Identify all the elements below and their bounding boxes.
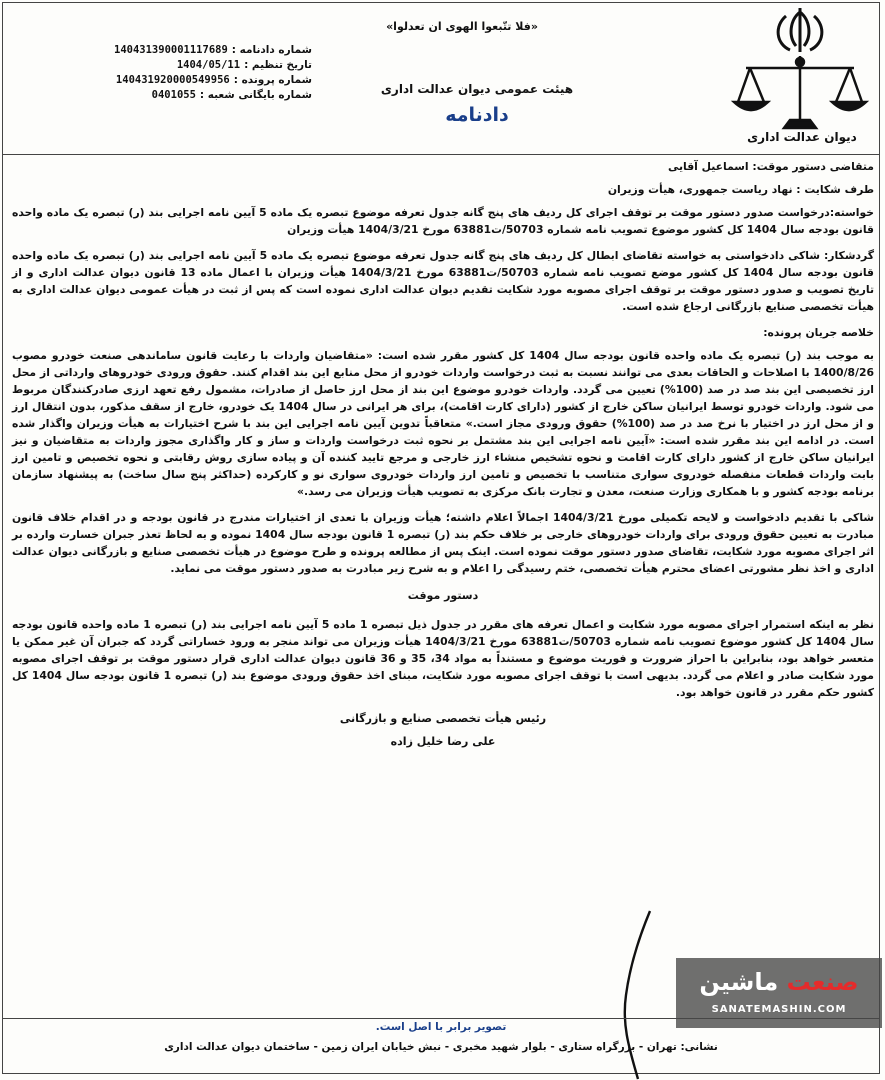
summary-paragraph: به موجب بند (ر) تبصره یک ماده واحده قانون بودجه سال 1404 کل کشور مقرر شده است: «متقاضیان واردات با رعایت قانون ساماندهی صنعت خودرو مصوب 1400/8/26 با اصلاحات و الحاقات بعدی می توانند نسبت به ثبت درخواست واردات خودرو از محل منابع این بند اقدام کنند. حقوق ورودی خودروهای وارداتی از محل ارز تخصیصی این بند صد در صد (100%) تعیین می گردد. واردات خودرو موضوع این بند از محل ارز حاصل از صادرات، مشمول رفع تعهد ارزی صادرکنندگان مربوط می شود. واردات خودرو توسط ایرانیان ساکن خارج از کشور (دارای کارت اقامت)، برای هر ایرانی در سال 1404 یک خودرو، خارج از سقف مذکور، بدون انتقال ارز و از محل ارز در اختیار با نرخ صد در صد (100%) حقوق ورودی مجاز است.» متعاقباً تدوین آیین نامه اجرایی این بند با شرح اختیارات به هیأت وزیران واگذار شده است. در ادامه این بند مقرر شده است: «آیین نامه اجرایی این بند مشتمل بر نحوه ثبت درخواست واردات و ساز و کار واگذاری مجوز واردات به متقاضیان و نیز ایرانیان ساکن خارج از کشور دارای کارت اقامت و نحوه تشخیص منشاء ارز خارجی و مرجع تایید کننده آن و پیاده سازی روش رقابتی و نحوه تخصیص و تامین ارز بابت واردات قطعات منفصله خودروی سواری متناسب با تخصیص و تامین ارز واردات خودروی سواری نو و کارکرده (حداکثر پنج سال ساخت) به پیشنهاد سازمان برنامه بودجه کشور و با همکاری وزارت صنعت، معدن و تجارت بانک مرکزی به تصویب هیأت وزیران می رسد.» <box>12 349 875 498</box>
signer-title: رئیس هیأت تخصصی صنایع و بازرگانی <box>339 712 547 725</box>
document-metadata <box>72 42 312 102</box>
scales-of-justice-icon <box>730 6 870 134</box>
signer-name: علی رضا خلیل زاده <box>390 735 496 748</box>
order-heading: دستور موقت <box>407 589 479 602</box>
meta-row <box>72 57 312 72</box>
meta-value: 0401055 <box>151 88 196 101</box>
request-paragraph: خواسته:درخواست صدور دستور موقت بر توقف اجرای کل ردیف های پنج گانه جدول تعرفه موضوع تبصره یک ماده 5 آیین نامه اجرایی بند (ر) تبصره یک ماده واحده قانون بودجه سال 1404 کل کشور موضوع تصویب نامه شماره 50703/ت63881 مورخ 1404/3/21 هیأت وزیران <box>12 206 874 236</box>
report-paragraph: گردشکار: شاکی دادخواستی به خواسته تقاضای ابطال کل ردیف های پنج گانه جدول تعرفه موضوع تبصره یک ماده 5 آیین نامه اجرایی بند (ر) تبصره یک ماده واحده قانون بودجه سال 1404 کل کشور موضع تصویب نامه شماره 50703/ت63881 مورخ 1404/3/21 هیأت وزیران با اعمال ماده 13 قانون دیوان عدالت اداری و از تاریخ تصویب و صدور دستور موقت بر توقف اجرای مصوبه مورد شکایت تقدیم دیوان عدالت اداری نموده است که پس از ثبت در هیأت عمومی دیوان عدالت اداری به هیأت تخصصی صنایع بازرگانی ارجاع شده است. <box>12 249 874 313</box>
meta-row <box>72 87 312 102</box>
complaint-paragraph: شاکی با تقدیم دادخواست و لایحه تکمیلی مورخ 1404/3/21 اجمالاً اعلام داشته؛ هیأت وزیران با تعدی از اختیارات مندرج در قانون بودجه و در اقدام خلاف قانون مبادرت به تعیین حقوق ورودی برای واردات خودروهای خارجی بر خلاف حکم بند (ر) تبصره 1 قانون بودجه سال 1404 نموده و به لحاظ تعذر جبران خسارت وارده بر اثر اجرای مصوبه مورد شکایت، تقاضای صدور دستور موقت نموده است. اینک پس از مطالعه پرونده و طرح موضوع در هیأت تخصصی صنایع و بازرگانی دیوان عدالت اداری و اخذ نظر مشورتی اعضای محترم هیأت تخصصی، ختم رسیدگی را اعلام و به شرح زیر مبادرت به صدور دستور موقت می نماید. <box>12 511 874 575</box>
meta-value: 140431920000549956 <box>115 73 230 86</box>
meta-row <box>72 72 312 87</box>
board-title: هیئت عمومی دیوان عدالت اداری <box>380 82 574 96</box>
site-watermark <box>676 958 882 1028</box>
meta-label: تاریخ تنظیم : <box>244 58 312 71</box>
order-paragraph: نظر به اینکه استمرار اجرای مصوبه مورد شکایت و اعمال تعرفه های مقرر در جدول ذیل تبصره 1 ماده 5 آیین نامه اجرایی بند (ر) تبصره 1 ماده واحده قانون بودجه سال 1404 کل کشور موضوع تصویب نامه شماره 50703/ت63881 مورخ 1404/3/21 هیأت وزیران می تواند منجر به ورود خساراتی گردد که جبران آن غیر ممکن یا متعسر خواهد بود، بنابراین با احراز ضرورت و فوریت موضوع و مستنداً به مواد 34، 35 و 36 قانون دیوان عدالت اداری قرار دستور موقت بر توقف اجرای مصوبه مورد شکایت صادر و اعلام می گردد. بدیهی است با توقف اجرای مصوبه مورد شکایت، مبنای اخذ حقوق ورودی موضوع بند (ر) تبصره 1 قانون بودجه سال 1404 کل کشور حکم مقرر در قانون خواهد بود. <box>12 618 875 699</box>
quran-verse: «فلا تتّبعوا الهوی ان تعدلوا» <box>386 20 538 33</box>
watermark-brand-red: صنعت <box>786 968 859 996</box>
watermark-brand <box>676 968 882 996</box>
summary-heading: خلاصه جریان پرونده: <box>763 326 874 339</box>
meta-value: 1404/05/11 <box>176 58 241 71</box>
meta-label: شماره بایگانی شعبه : <box>199 88 312 101</box>
document-body <box>12 158 874 750</box>
meta-label: شماره پرونده : <box>233 73 312 86</box>
copy-certification: تصویر برابر با اصل است. <box>375 1021 507 1033</box>
document-title: دادنامه <box>445 104 509 126</box>
meta-row <box>72 42 312 57</box>
court-name: دیوان عدالت اداری <box>747 130 857 144</box>
address-line: نشانی: تهران - بزرگراه ستاری - بلوار شهید مخبری - نبش خیابان ایران زمین - ساختمان دیوان عدالت اداری <box>164 1041 718 1053</box>
watermark-brand-white: ماشین <box>699 968 779 996</box>
applicant-line: متقاضی دستور موقت: اسماعیل آقایی <box>668 160 874 173</box>
meta-value: 140431390001117689 <box>114 43 228 56</box>
respondent-line: طرف شکایت : نهاد ریاست جمهوری، هیأت وزیران <box>607 183 874 196</box>
document-header <box>2 2 880 155</box>
watermark-url: SANATEMASHIN.COM <box>711 1004 847 1015</box>
meta-label: شماره دادنامه : <box>231 43 312 56</box>
